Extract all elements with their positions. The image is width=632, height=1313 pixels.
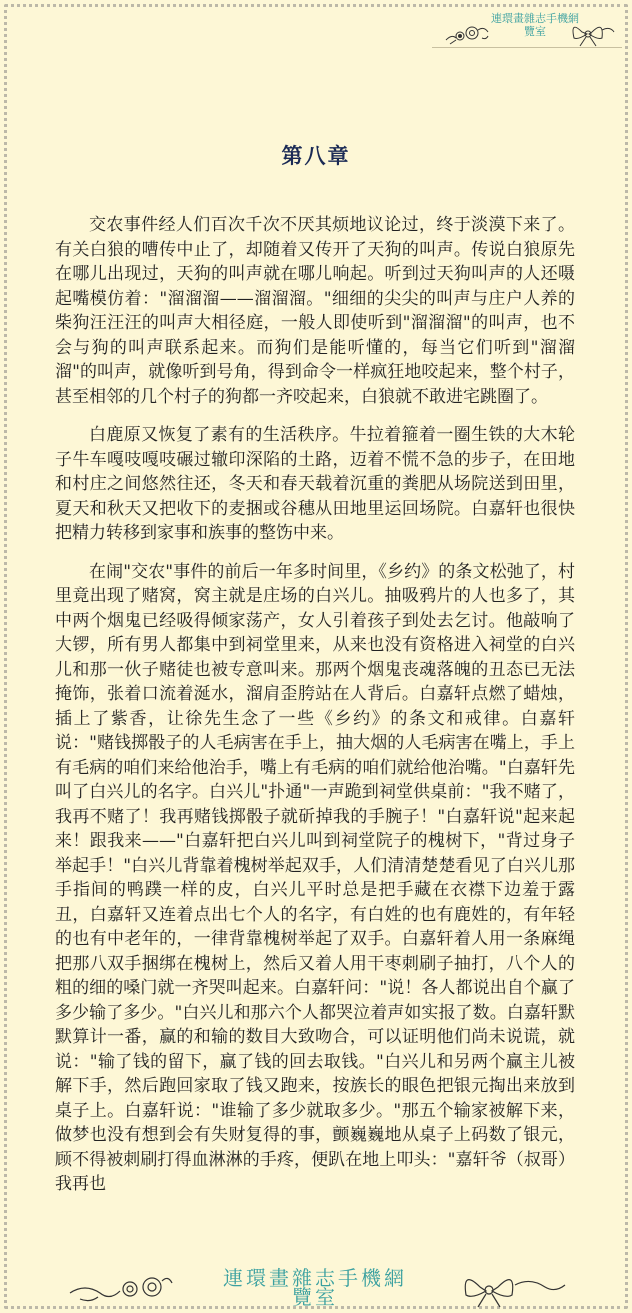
header-logo-line1: 連環畫雜志手機網 (491, 12, 579, 25)
header-logo (442, 10, 622, 48)
footer-logo-line1: 連環畫雜志手機網 (223, 1266, 407, 1290)
paragraph-1: 交农事件经人们百次千次不厌其烦地议论过，终于淡漠下来了。有关白狼的嘈传中止了，却随着又传开了天狗的叫声。传说白狼原先在哪儿出现过，天狗的叫声就在哪儿响起。听到过天狗叫声的人还嗫起嘴模仿着："溜溜溜——溜溜溜。"细细的尖尖的叫声与庄户人养的柴狗汪汪汪的叫声大相径庭，一般人即使听到"溜溜溜"的叫声，也不会与狗的叫声联系起来。而狗们是能听懂的，每当它们听到"溜溜溜"的叫声，就像听到号角，得到命令一样疯狂地咬起来，整个村子，甚至相邻的几个村子的狗都一齐咬起来，白狼就不敢进宅跳圈了。 (55, 215, 575, 407)
chapter-body (55, 213, 575, 1211)
header-divider (432, 47, 622, 48)
footer-logo-line2: 覽室 (292, 1285, 338, 1309)
paragraph-2: 白鹿原又恢复了素有的生活秩序。牛拉着箍着一圈生铁的大木轮子牛车嘎吱嘎吱碾过辙印深陷的土路，迈着不慌不急的步子，在田地和村庄之间悠然往还，冬天和春天载着沉重的粪肥从场院送到田里，夏天和秋天又把收下的麦捆或谷穗从田地里运回场院。白嘉轩也很快把精力转移到家事和族事的整饬中来。 (55, 425, 575, 543)
footer-logo-text (170, 1266, 460, 1309)
header-logo-line2: 覽室 (524, 25, 546, 38)
header-logo-text (490, 12, 580, 38)
chapter-title: 第八章 (281, 143, 351, 168)
footer-logo (0, 1263, 632, 1313)
paragraph-3: 在闹"交农"事件的前后一年多时间里，《乡约》的条文松弛了，村里竟出现了赌窝，窝主就是庄场的白兴儿。抽吸鸦片的人也多了，其中两个烟鬼已经吸得倾家荡产，女人引着孩子到处去乞讨。他敲响了大锣，所有男人都集中到祠堂里来，从来也没有资格进入祠堂的白兴儿和那一伙子赌徒也被专意叫来。那两个烟鬼丧魂落魄的丑态已无法掩饰，张着口流着涎水，溜肩歪胯站在人背后。白嘉轩点燃了蜡烛，插上了紫香，让徐先生念了一些《乡约》的条文和戒律。白嘉轩说："赌钱掷骰子的人毛病害在手上，抽大烟的人毛病害在嘴上，手上有毛病的咱们来给他治手，嘴上有毛病的咱们就给他治嘴。"白嘉轩先叫了白兴儿的名字。白兴儿"扑通"一声跪到祠堂供桌前："我不赌了，我再不赌了！我再赌钱掷骰子就斫掉我的手腕子！"白嘉轩说"起来起来！跟我来——"白嘉轩把白兴儿叫到祠堂院子的槐树下，"背过身子举起手！"白兴儿背靠着槐树举起双手，人们清清楚楚看见了白兴儿那手指间的鸭蹼一样的皮，白兴儿平时总是把手藏在衣襟下边羞于露丑，白嘉轩又连着点出七个人的名字，有白姓的也有鹿姓的，有年轻的也有中老年的，一律背靠槐树举起了双手。白嘉轩着人用一条麻绳把那八双手捆绑在槐树上，然后又着人用干枣刺刷子抽打，八个人的粗的细的嗓门就一齐哭叫起来。白嘉轩问："说！各人都说出自个赢了多少输了多少。"白兴儿和那六个人都哭泣着声如实报了数。白嘉轩默默算计一番，赢的和输的数目大致吻合，可以证明他们尚未说谎，就说："输了钱的留下，赢了钱的回去取钱。"白兴儿和另两个赢主儿被解下手，然后跑回家取了钱又跑来，按族长的眼色把银元掏出来放到桌子上。白嘉轩说："谁输了多少就取多少。"那五个输家被解下来，做梦也没有想到会有失财复得的事，颤巍巍地从桌子上码数了银元，顾不得被刺刷打得血淋淋的手疼，便趴在地上叩头："嘉轩爷（叔哥）我再也 (55, 561, 575, 1194)
